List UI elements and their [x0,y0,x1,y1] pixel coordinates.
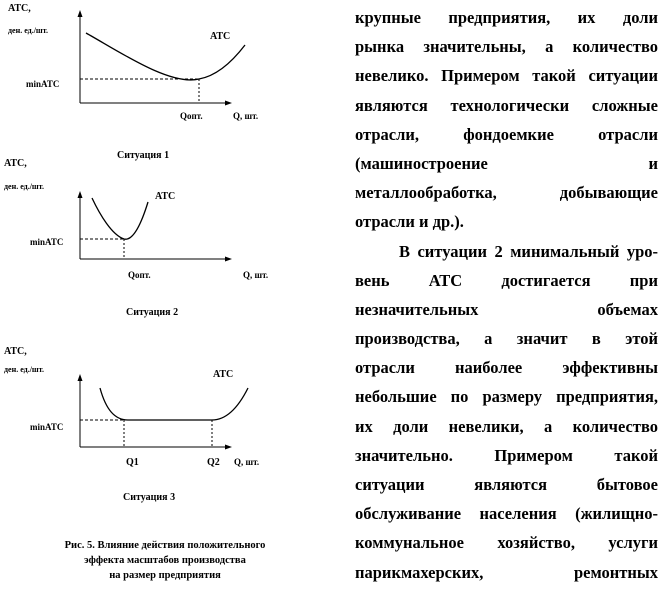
chart-2-curve-label: АТС [155,191,176,202]
body-text-column [355,3,658,587]
text-line: производства, а значит в этой [355,329,658,349]
chart-2-ylabel-units: ден. ед./шт. [4,182,45,191]
text-line: являются технологически сложные [355,95,658,115]
chart-3-q2-label: Q2 [207,457,220,468]
caption-line-3: на размер предприятия [109,570,221,581]
text-line: небольшие по размеру предприятия, [355,387,658,407]
chart-3-ylabel: АТС, [4,346,27,357]
text-line: значительно. Примером такой [355,445,658,465]
text-line: их доли невелики, а количество [355,416,658,436]
text-line: отрасли и др.). [355,212,464,232]
figure-graphics [0,0,330,603]
chart-3-ylabel-units: ден. ед./шт. [4,365,45,374]
text-line: В ситуации 2 минимальный уро- [399,241,658,261]
chart-2-x-arrow [225,257,232,262]
text-line: незначительных объемах [355,299,658,319]
text-line: ситуации являются бытовое [355,475,658,494]
chart-1-graphics [78,10,246,106]
chart-1-ylabel: АТС, [8,3,31,14]
text-line: коммунальное хозяйство, услуги [355,533,658,553]
text-line: (машиностроение и [355,153,658,173]
text-line: металлообработка, добывающие [355,183,658,203]
chart-3-q1-label: Q1 [126,457,139,468]
chart-2-title: Ситуация 2 [126,307,179,318]
chart-3-atc-curve [100,388,248,420]
chart-1-x-arrow [225,101,232,106]
chart-3-y-arrow [78,374,83,381]
figure-economies-of-scale [0,0,330,603]
figure-caption [0,538,330,583]
text-line: обслуживание населения (жилищно- [355,504,658,524]
chart-2-y-arrow [78,191,83,198]
text-line: отрасли наиболее эффективны [355,358,658,378]
chart-2-atc-curve [92,198,148,239]
caption-line-2: эффекта масштабов производства [84,555,246,566]
text-line: вень АТС достигается при [355,270,658,290]
chart-1-min-label: minATC [26,79,60,89]
text-line: невелико. Примером такой ситуации [355,66,658,86]
chart-3-x-arrow [225,445,232,450]
caption-line-1: Рис. 5. Влияние действия положительного [64,540,266,551]
chart-3-title: Ситуация 3 [123,492,176,503]
chart-1-xlabel: Q, шт. [233,111,259,121]
chart-3-curve-label: АТС [213,369,234,380]
chart-3-min-label: minATC [30,422,64,432]
chart-1-ylabel-units: ден. ед./шт. [8,26,49,35]
chart-2-min-label: minATC [30,237,64,247]
chart-3-xlabel: Q, шт. [234,457,260,467]
chart-1-y-arrow [78,10,83,17]
chart-1-curve-label: АТС [210,31,231,42]
text-line: отрасли, фондоемкие отрасли [355,124,658,144]
chart-1-q-label: Qопт. [180,111,203,121]
text-line: крупные предприятия, их доли [355,8,658,27]
chart-2-ylabel: АТС, [4,158,27,169]
text-line: рынка значительны, а количество [355,37,658,57]
chart-1-title: Ситуация 1 [117,150,170,161]
text-line: парикмахерских, ремонтных [355,562,658,582]
chart-3-graphics [78,374,249,450]
chart-2-xlabel: Q, шт. [243,270,269,280]
chart-2-q-label: Qопт. [128,270,151,280]
